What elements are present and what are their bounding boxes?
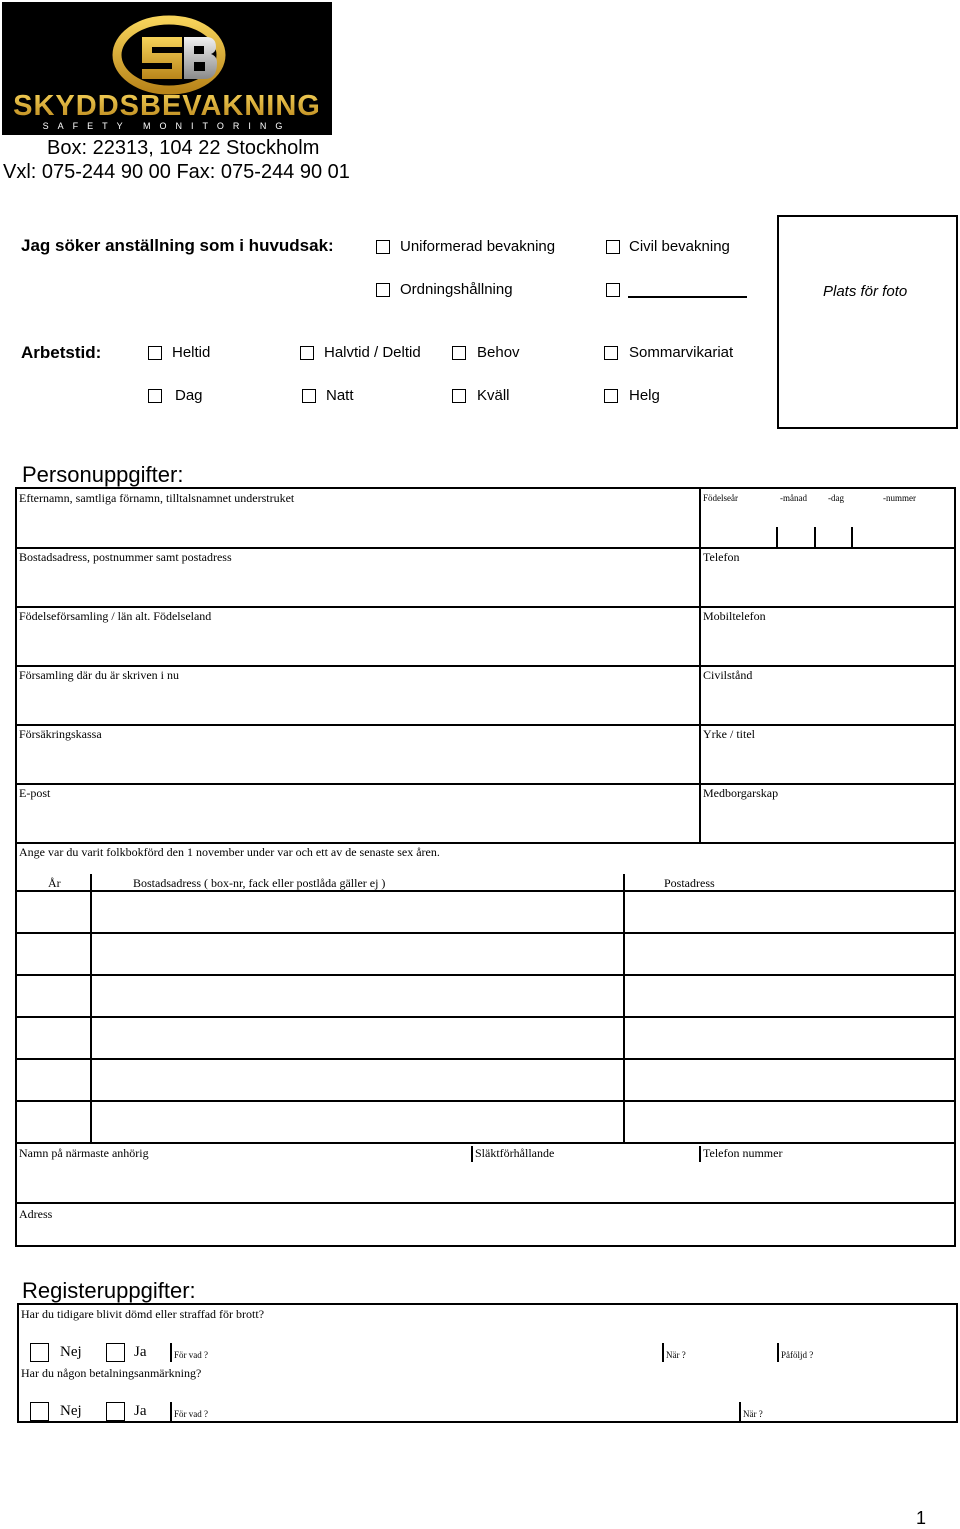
worktime-heading: Arbetstid: (21, 343, 102, 362)
label-insurance: Försäkringskassa (19, 727, 102, 741)
label-profession: Yrke / titel (703, 727, 755, 741)
label-helg: Helg (629, 387, 660, 404)
label-parish-now: Församling där du är skriven i nu (19, 668, 179, 682)
label-uniformerad-bevakning: Uniformerad bevakning (400, 238, 556, 255)
address-line-2: Vxl: 075-244 90 00 Fax: 075-244 90 01 (3, 161, 350, 183)
label-civil-bevakning: Civil bevakning (629, 238, 730, 255)
checkbox-natt[interactable] (302, 389, 316, 403)
label-conviction-no: Nej (60, 1344, 82, 1360)
page-number: 1 (916, 1508, 927, 1528)
col-year: År (48, 876, 61, 890)
checkbox-dag[interactable] (148, 389, 162, 403)
photo-label: Plats för foto (823, 283, 908, 300)
logo-tagline-text: SAFETY MONITORING (42, 121, 292, 131)
label-relative-name: Namn på närmaste anhörig (19, 1146, 149, 1160)
label-payment-when: När ? (743, 1409, 763, 1419)
label-conviction-when: När ? (666, 1350, 686, 1360)
label-relation: Släktförhållande (475, 1146, 555, 1160)
label-heltid: Heltid (172, 344, 211, 361)
label-kvall: Kväll (477, 387, 510, 404)
label-civil-status: Civilstånd (703, 668, 753, 682)
checkbox-helg[interactable] (604, 389, 618, 403)
checkbox-other-employment[interactable] (606, 283, 620, 297)
address-line-1: Box: 22313, 104 22 Stockholm (47, 137, 320, 159)
label-relative-address: Adress (19, 1207, 53, 1221)
label-birth-day: -dag (828, 493, 844, 503)
label-sommarvikariat: Sommarvikariat (629, 344, 734, 361)
label-birth-month: -månad (780, 493, 807, 503)
checkbox-kvall[interactable] (452, 389, 466, 403)
label-conviction-what: För vad ? (174, 1350, 208, 1360)
label-dag: Dag (175, 387, 203, 404)
label-ordningshallning: Ordningshållning (400, 281, 513, 298)
label-payment-no: Nej (60, 1403, 82, 1419)
label-halvtid-deltid: Halvtid / Deltid (324, 344, 421, 361)
checkbox-conviction-yes[interactable] (106, 1343, 125, 1362)
personal-heading: Personuppgifter: (22, 462, 184, 487)
label-payment-yes: Ja (134, 1403, 147, 1419)
label-citizenship: Medborgarskap (703, 786, 779, 800)
col-postal: Postadress (664, 876, 715, 890)
label-name: Efternamn, samtliga förnamn, tilltalsnamnet understruket (19, 491, 295, 505)
checkbox-heltid[interactable] (148, 346, 162, 360)
label-payment-question: Har du någon betalningsanmärkning? (21, 1366, 202, 1380)
checkbox-payment-no[interactable] (30, 1402, 49, 1421)
checkbox-payment-yes[interactable] (106, 1402, 125, 1421)
label-telefon: Telefon (703, 550, 740, 564)
label-conviction-question: Har du tidigare blivit dömd eller straffad för brott? (21, 1307, 265, 1321)
employment-heading: Jag söker anställning som i huvudsak: (21, 236, 334, 255)
checkbox-civil-bevakning[interactable] (606, 240, 620, 254)
checkbox-uniformerad-bevakning[interactable] (376, 240, 390, 254)
checkbox-ordningshallning[interactable] (376, 283, 390, 297)
checkbox-behov[interactable] (452, 346, 466, 360)
label-relative-phone: Telefon nummer (703, 1146, 783, 1160)
register-form (17, 1303, 958, 1423)
label-birth-number: -nummer (883, 493, 916, 503)
label-natt: Natt (326, 387, 354, 404)
personal-form (15, 487, 956, 1247)
company-logo (2, 2, 332, 135)
label-history-question: Ange var du varit folkbokförd den 1 november under var och ett av de senaste sex åren. (19, 845, 440, 859)
checkbox-sommarvikariat[interactable] (604, 346, 618, 360)
col-address: Bostadsadress ( box-nr, fack eller postlåda gäller ej ) (133, 876, 386, 890)
label-conviction-yes: Ja (134, 1344, 147, 1360)
label-payment-what: För vad ? (174, 1409, 208, 1419)
label-address: Bostadsadress, postnummer samt postadress (19, 550, 232, 564)
register-heading: Registeruppgifter: (22, 1278, 196, 1303)
label-birth-parish: Födelseförsamling / län alt. Födelseland (19, 609, 212, 623)
other-employment-line[interactable] (628, 296, 747, 298)
checkbox-conviction-no[interactable] (30, 1343, 49, 1362)
label-birth-year: Födelseår (703, 493, 738, 503)
checkbox-halvtid-deltid[interactable] (300, 346, 314, 360)
label-conviction-consequence: Påföljd ? (781, 1350, 814, 1360)
label-email: E-post (19, 786, 51, 800)
photo-box (777, 215, 958, 429)
label-mobile: Mobiltelefon (703, 609, 766, 623)
logo-brand-text: SKYDDSBEVAKNING (13, 90, 321, 122)
logo-emblem-icon (2, 2, 332, 135)
label-behov: Behov (477, 344, 520, 361)
